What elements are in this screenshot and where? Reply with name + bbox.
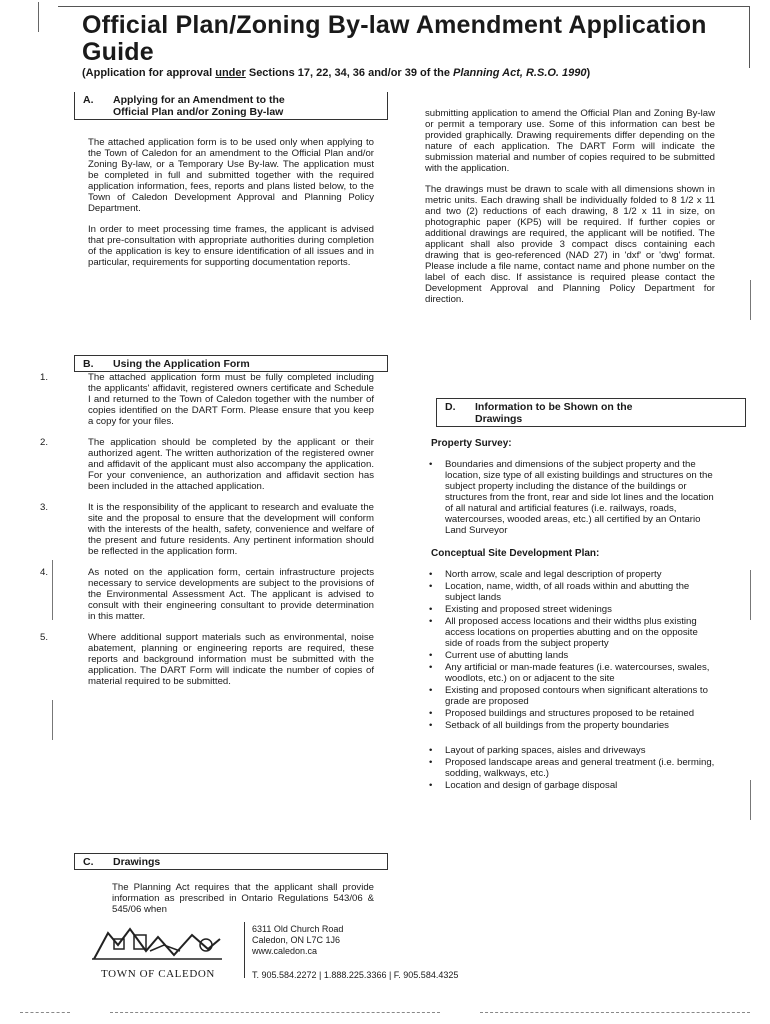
edge-mark: [52, 700, 53, 740]
section-c-body: [112, 882, 374, 925]
section-c-paragraph: The Planning Act requires that the applicant shall provide information as prescribed in Ontario Regulations 543/06 & 545/06 when: [112, 882, 374, 915]
property-survey-list: [425, 459, 715, 536]
edge-mark: [750, 280, 751, 320]
page-subtitle: (Application for approval under Sections 17, 22, 34, 36 and/or 39 of the Planning Act, R.S.O. 1990): [82, 67, 591, 79]
section-a-paragraph-2: In order to meet processing time frames, the applicant is advised that pre-consultation with appropriate authorities during completion of the application is key to ensure identification of all issues and in particular, requirements for supporting documentation reports.: [88, 224, 374, 268]
logo-wordmark: TOWN OF CALEDON: [101, 968, 215, 980]
list-item: • Proposed landscape areas and general treatment (i.e. berming, sodding, walkways, etc.): [425, 757, 715, 779]
right-paragraph-2: The drawings must be drawn to scale with all dimensions shown in metric units. Each drawing shall be individually folded to 8 1/2 x 11 and two (2) reductions of each drawing, 8 1/2 x 11 in size, on photographic paper (KP5) will be required. If further copies or additional drawings are required, the applicant will be notified. The applicant shall also provide 3 compact discs containing each drawing that is geo-referenced (NAD 27) in 'dxf' or 'dwg' format. Please include a file name, contact name and phone number on the label of each disc. If assistance is required please contact the Development Approval and Planning Policy Department for direction.: [425, 184, 715, 305]
list-item: • Location, name, width, of all roads within and abutting the subject lands: [425, 581, 715, 603]
footer-phone: T. 905.584.2272 | 1.888.225.3366 | F. 905.584.4325: [252, 970, 459, 980]
list-item: • Any artificial or man-made features (i.e. watercourses, swales, woodlots, etc.) on or adjacent to the site: [425, 662, 715, 684]
list-item: • Layout of parking spaces, aisles and driveways: [425, 745, 715, 756]
list-item: • Proposed buildings and structures proposed to be retained: [425, 708, 715, 719]
address-line-1: 6311 Old Church Road: [252, 924, 344, 934]
page-frame-right: [749, 6, 750, 68]
list-item: • North arrow, scale and legal description of property: [425, 569, 715, 580]
bottom-rule: [110, 1012, 440, 1013]
address-line-2: Caledon, ON L7C 1J6: [252, 935, 341, 945]
list-item: 4. As noted on the application form, certain infrastructure projects necessary to service developments are subject to the provisions of the Environmental Assessment Act. The applicant is advised to consult with their engineering consultant to provide determination in this matter.: [40, 567, 374, 622]
bottom-rule: [20, 1012, 70, 1013]
site-plan-list-continued: [425, 745, 715, 791]
site-plan-list: [425, 569, 715, 731]
right-column: [425, 108, 715, 315]
page-title: Official Plan/Zoning By-law Amendment Application Guide: [82, 11, 707, 66]
list-item: • Existing and proposed contours when significant alterations to grade are proposed: [425, 685, 715, 707]
edge-mark: [52, 560, 53, 620]
left-column: [88, 137, 374, 278]
section-b-list-container: [40, 372, 374, 697]
section-d-body: [425, 438, 715, 792]
right-paragraph-1: submitting application to amend the Official Plan and Zoning By-law or permit a temporary use. Some of this information can best be provided graphically. Drawing requirements differ depending on the nature of each application. The DART Form will indicate the submission material and number of copies required to be submitted with the application.: [425, 108, 715, 174]
section-b-list: [40, 372, 374, 687]
caledon-logo-icon: [88, 925, 228, 961]
section-a-paragraph-1: The attached application form is to be used only when applying to the Town of Caledon for an amendment to the Official Plan and/or Zoning By-law, or a Temporary Use By-law. The application must be completed in full and submitted together with the required application information, fees, reports and plans listed below, to the Town of Caledon Development Approval and Planning Policy Department.: [88, 137, 374, 214]
section-c-heading: C. Drawings: [74, 853, 388, 870]
list-item: • Existing and proposed street widenings: [425, 604, 715, 615]
bottom-rule: [480, 1012, 750, 1013]
edge-mark: [750, 780, 751, 820]
list-item: 2. The application should be completed by the applicant or their authorized agent. The written authorization of the registered owner and affidavit of the applicant must also accompany the application. For your convenience, an authorization and affidavit section has been included in the attached application.: [40, 437, 374, 492]
list-item: • All proposed access locations and their widths plus existing access locations on properties abutting and on the opposite side of roads from the subject property: [425, 616, 715, 649]
website-link[interactable]: www.caledon.ca: [252, 946, 318, 956]
page-frame-top: [58, 6, 750, 7]
footer-address: [252, 924, 343, 957]
list-item: 3. It is the responsibility of the applicant to research and evaluate the site and the proposal to ensure that the development will conform with the interests of the health, safety, convenience and welfare of the present and future residents. Any pertinent information should be reflected in the application form.: [40, 502, 374, 557]
town-of-caledon-logo: [88, 925, 228, 980]
list-item: • Boundaries and dimensions of the subject property and the location, size type of all existing buildings and structures on the subject property including the distance of the buildings or structures from the front, rear and side lot lines and the location of all natural and artificial features (i.e. railways, roads, watercourses, wooded areas, etc.) all certified by an Ontario Land Surveyor: [425, 459, 715, 536]
property-survey-heading: Property Survey:: [431, 438, 512, 449]
section-d-heading: D. Information to be Shown on the Drawings: [436, 398, 746, 427]
section-b-heading: B. Using the Application Form: [74, 355, 388, 372]
section-a-heading: A. Applying for an Amendment to the Official Plan and/or Zoning By-law: [74, 92, 388, 120]
list-item: 1. The attached application form must be fully completed including the applicants' affidavit, registered owners certificate and Schedule I and returned to the Town of Caledon together with the number of copies identified on the DART Form. Please ensure that you keep a copy for your files.: [40, 372, 374, 427]
left-margin-rule: [38, 2, 39, 32]
list-item: • Setback of all buildings from the property boundaries: [425, 720, 715, 731]
footer-divider: [244, 922, 245, 978]
site-plan-heading: Conceptual Site Development Plan:: [431, 548, 600, 559]
list-item: • Location and design of garbage disposal: [425, 780, 715, 791]
list-item: 5. Where additional support materials such as environmental, noise abatement, planning or engineering reports are required, these reports and background information must be submitted with the application. The DART Form will indicate the number of copies of material required to be submitted.: [40, 632, 374, 687]
list-item: • Current use of abutting lands: [425, 650, 715, 661]
edge-mark: [750, 570, 751, 620]
